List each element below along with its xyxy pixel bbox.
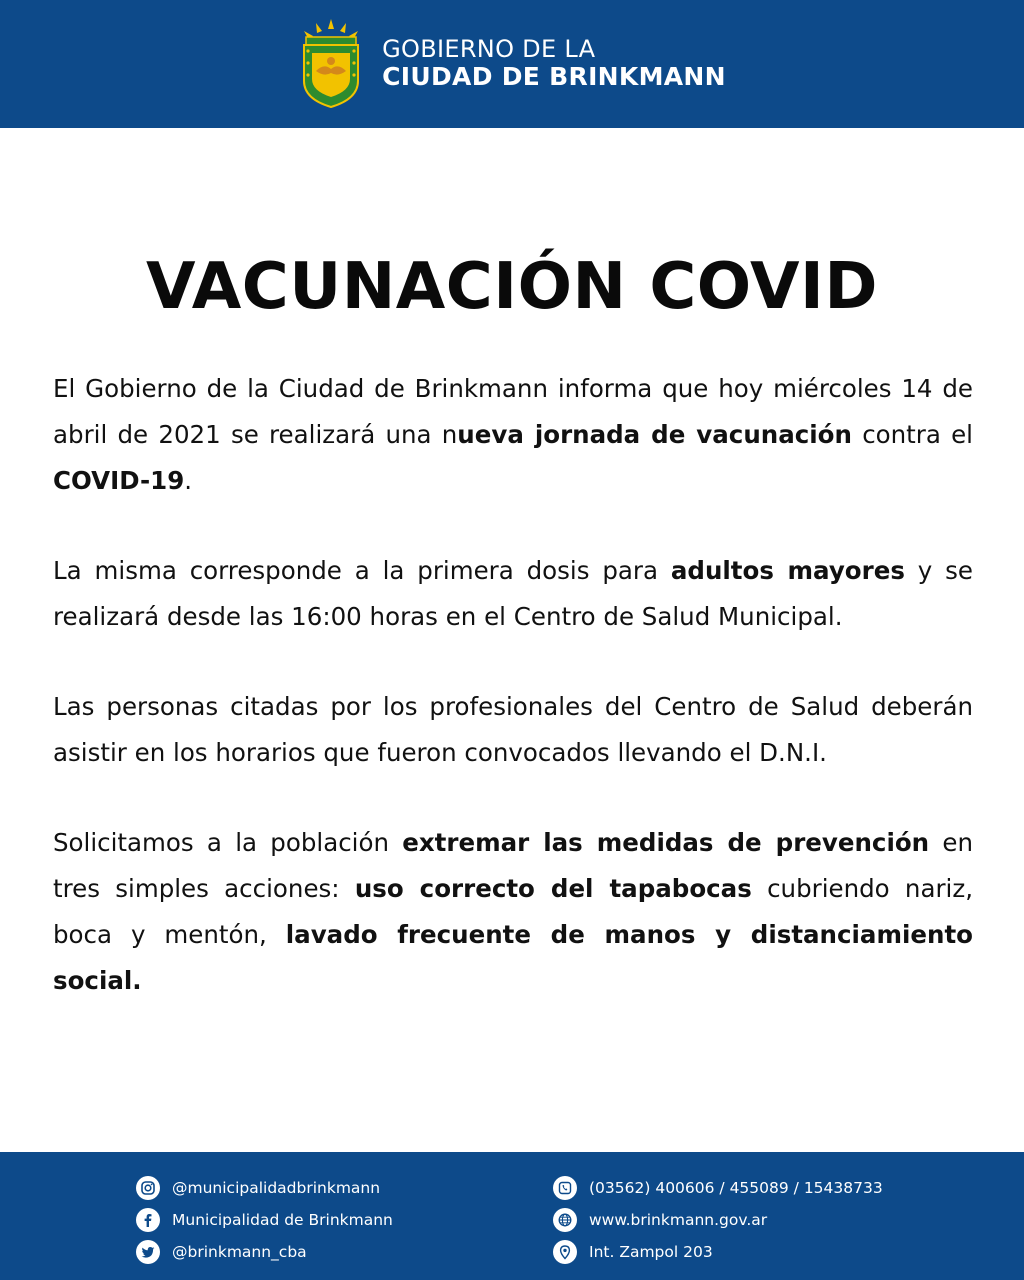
phone-link[interactable]: [553, 1172, 883, 1204]
contact-column: [553, 1172, 883, 1268]
instagram-icon: [136, 1176, 160, 1200]
p4-text-2: en tres simples acciones:: [53, 828, 973, 903]
website-url: www.brinkmann.gov.ar: [589, 1211, 768, 1229]
twitter-link[interactable]: [136, 1236, 393, 1268]
globe-icon: [553, 1208, 577, 1232]
p2-text-2: y se realizará desde las 16:00 horas en el Centro de Salud Municipal.: [53, 556, 973, 631]
header-brand: [298, 19, 726, 109]
header-bar: [0, 0, 1024, 128]
p2-text-1: La misma corresponde a la primera dosis para: [53, 556, 671, 585]
p4-text-1: Solicitamos a la población: [53, 828, 403, 857]
social-column: [136, 1172, 393, 1268]
twitter-handle: @brinkmann_cba: [172, 1243, 307, 1261]
paragraph-2: [53, 548, 973, 640]
paragraph-3: [53, 684, 973, 776]
phone-numbers: (03562) 400606 / 455089 / 15438733: [589, 1179, 883, 1197]
website-link[interactable]: [553, 1204, 883, 1236]
street-address: Int. Zampol 203: [589, 1243, 713, 1261]
facebook-page: Municipalidad de Brinkmann: [172, 1211, 393, 1229]
page-title: VACUNACIÓN COVID: [146, 250, 878, 324]
brand-line-2: CIUDAD DE BRINKMANN: [382, 62, 726, 92]
p1-text-3: .: [184, 466, 193, 495]
p1-text-2: contra el: [851, 420, 973, 449]
footer-bar: [0, 1152, 1024, 1280]
city-crest-icon: [298, 19, 364, 109]
phone-icon: [553, 1176, 577, 1200]
twitter-icon: [136, 1240, 160, 1264]
p4-bold-2: uso correcto del tapabocas: [354, 874, 752, 903]
facebook-icon: [136, 1208, 160, 1232]
p4-text-3: cubriendo nariz, boca y mentón,: [53, 874, 973, 949]
p3-text-1: Las personas citadas por los profesionales del Centro de Salud deberán asistir en los horarios que fueron convocados llevando el D.N.I.: [53, 692, 973, 767]
instagram-handle: @municipalidadbrinkmann: [172, 1179, 381, 1197]
brand-line-1: GOBIERNO DE LA: [382, 34, 596, 63]
p1-bold-1: ueva jornada de vacunación: [457, 420, 852, 449]
paragraph-1: [53, 366, 973, 504]
p4-bold-3: lavado frecuente de manos y distanciamiento social.: [53, 920, 973, 995]
p4-bold-1: extremar las medidas de prevención: [402, 828, 930, 857]
paragraph-4: [53, 820, 973, 1004]
p2-bold-1: adultos mayores: [670, 556, 905, 585]
facebook-link[interactable]: [136, 1204, 393, 1236]
p1-bold-2: COVID-19: [53, 466, 185, 495]
address-item: [553, 1236, 883, 1268]
government-name: [382, 36, 726, 92]
location-pin-icon: [553, 1240, 577, 1264]
instagram-link[interactable]: [136, 1172, 393, 1204]
p1-text-1: El Gobierno de la Ciudad de Brinkmann informa que hoy miércoles 14 de abril de 2021 se realizará una n: [53, 374, 973, 449]
announcement-body: [53, 366, 973, 1048]
